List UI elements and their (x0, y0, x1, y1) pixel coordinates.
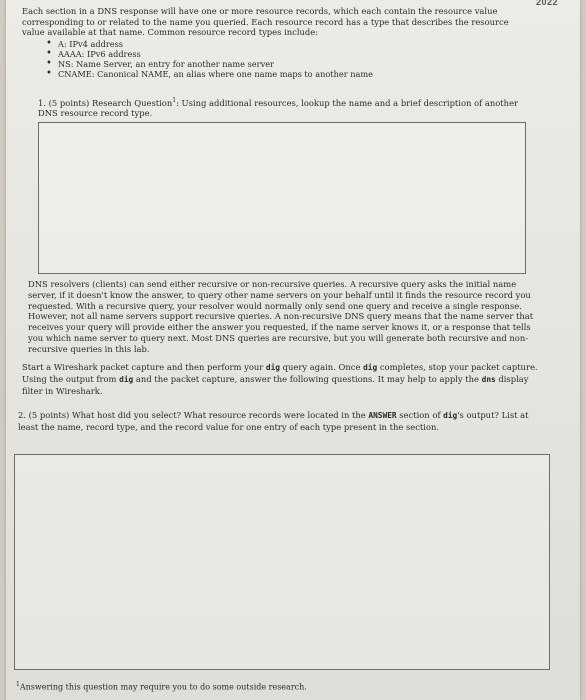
footnote (16, 680, 536, 693)
resolvers-paragraph: DNS resolvers (clients) can send either recursive or non-recursive queries. A recursive query asks the initial name server, if it doesn't know the answer, to query other name servers on your behalf until it finds the resource record you requested. With a recursive query, your resolver would normally only send one query and receive a single response. However, not all name servers support recursive queries. A non-recursive DNS query means that the name server that receives your query will provide either the answer you requested, if the name server knows it, or a response that tells you which name server to query next. Most DNS queries are recursive, but you will generate both recursive and non-recursive queries in this lab. (28, 279, 534, 354)
worksheet-page (6, 0, 580, 700)
question-1-prefix: 1. (5 points) Research Question (38, 97, 173, 108)
question-1-footnote-mark: 1 (172, 97, 177, 104)
answer-box-question-1[interactable] (38, 122, 526, 274)
code-dig: dig (265, 363, 281, 372)
code-dns-filter: dns (481, 374, 496, 384)
question-1-prompt (38, 96, 528, 119)
footnote-mark: 1 (16, 681, 20, 688)
code-dig: dig (443, 411, 458, 420)
text-run: Start a Wireshark packet capture and then perform your (22, 362, 266, 372)
code-dig: dig (363, 363, 378, 372)
question-2-prompt (18, 410, 538, 433)
text-run: completes, stop your packet capture. Using the output from (22, 362, 538, 384)
wireshark-paragraph (22, 362, 538, 396)
text-run: display filter in Wireshark. (22, 373, 529, 396)
code-dig: dig (119, 374, 134, 384)
text-run: section of (396, 410, 444, 420)
code-answer: ANSWER (368, 411, 397, 420)
text-run: 's output? List at least the name, record type, and the record value for one entry of each type present in the section. (18, 410, 529, 432)
intro-paragraph: Each section in a DNS response will have one or more resource records, which each contain the resource value corresponding to or related to the name you queried. Each resource record has a type that describes the resource value available at that name. Common resource record types include: (22, 6, 509, 38)
list-item: • CNAME: Canonical NAME, an alias where one name maps to another name (58, 69, 498, 79)
record-type-list (58, 39, 498, 79)
text-run: query again. Once (280, 362, 364, 372)
list-item: • AAAA: IPv6 address (58, 49, 498, 59)
list-item: • A: IPv4 address (58, 39, 498, 49)
text-run: and the packet capture, answer the following questions. It may help to apply the (133, 373, 482, 384)
header-corner-mark: 2022 (535, 0, 558, 7)
list-item: • NS: Name Server, an entry for another name server (58, 59, 498, 69)
footnote-text: Answering this question may require you to do some outside research. (19, 682, 307, 692)
question-1-suffix: : Using additional resources, lookup the name and a brief description of another DNS resource record type. (38, 97, 519, 119)
text-run: 2. (5 points) What host did you select? What resource records were located in the (18, 410, 369, 420)
answer-box-question-2[interactable] (14, 454, 550, 670)
